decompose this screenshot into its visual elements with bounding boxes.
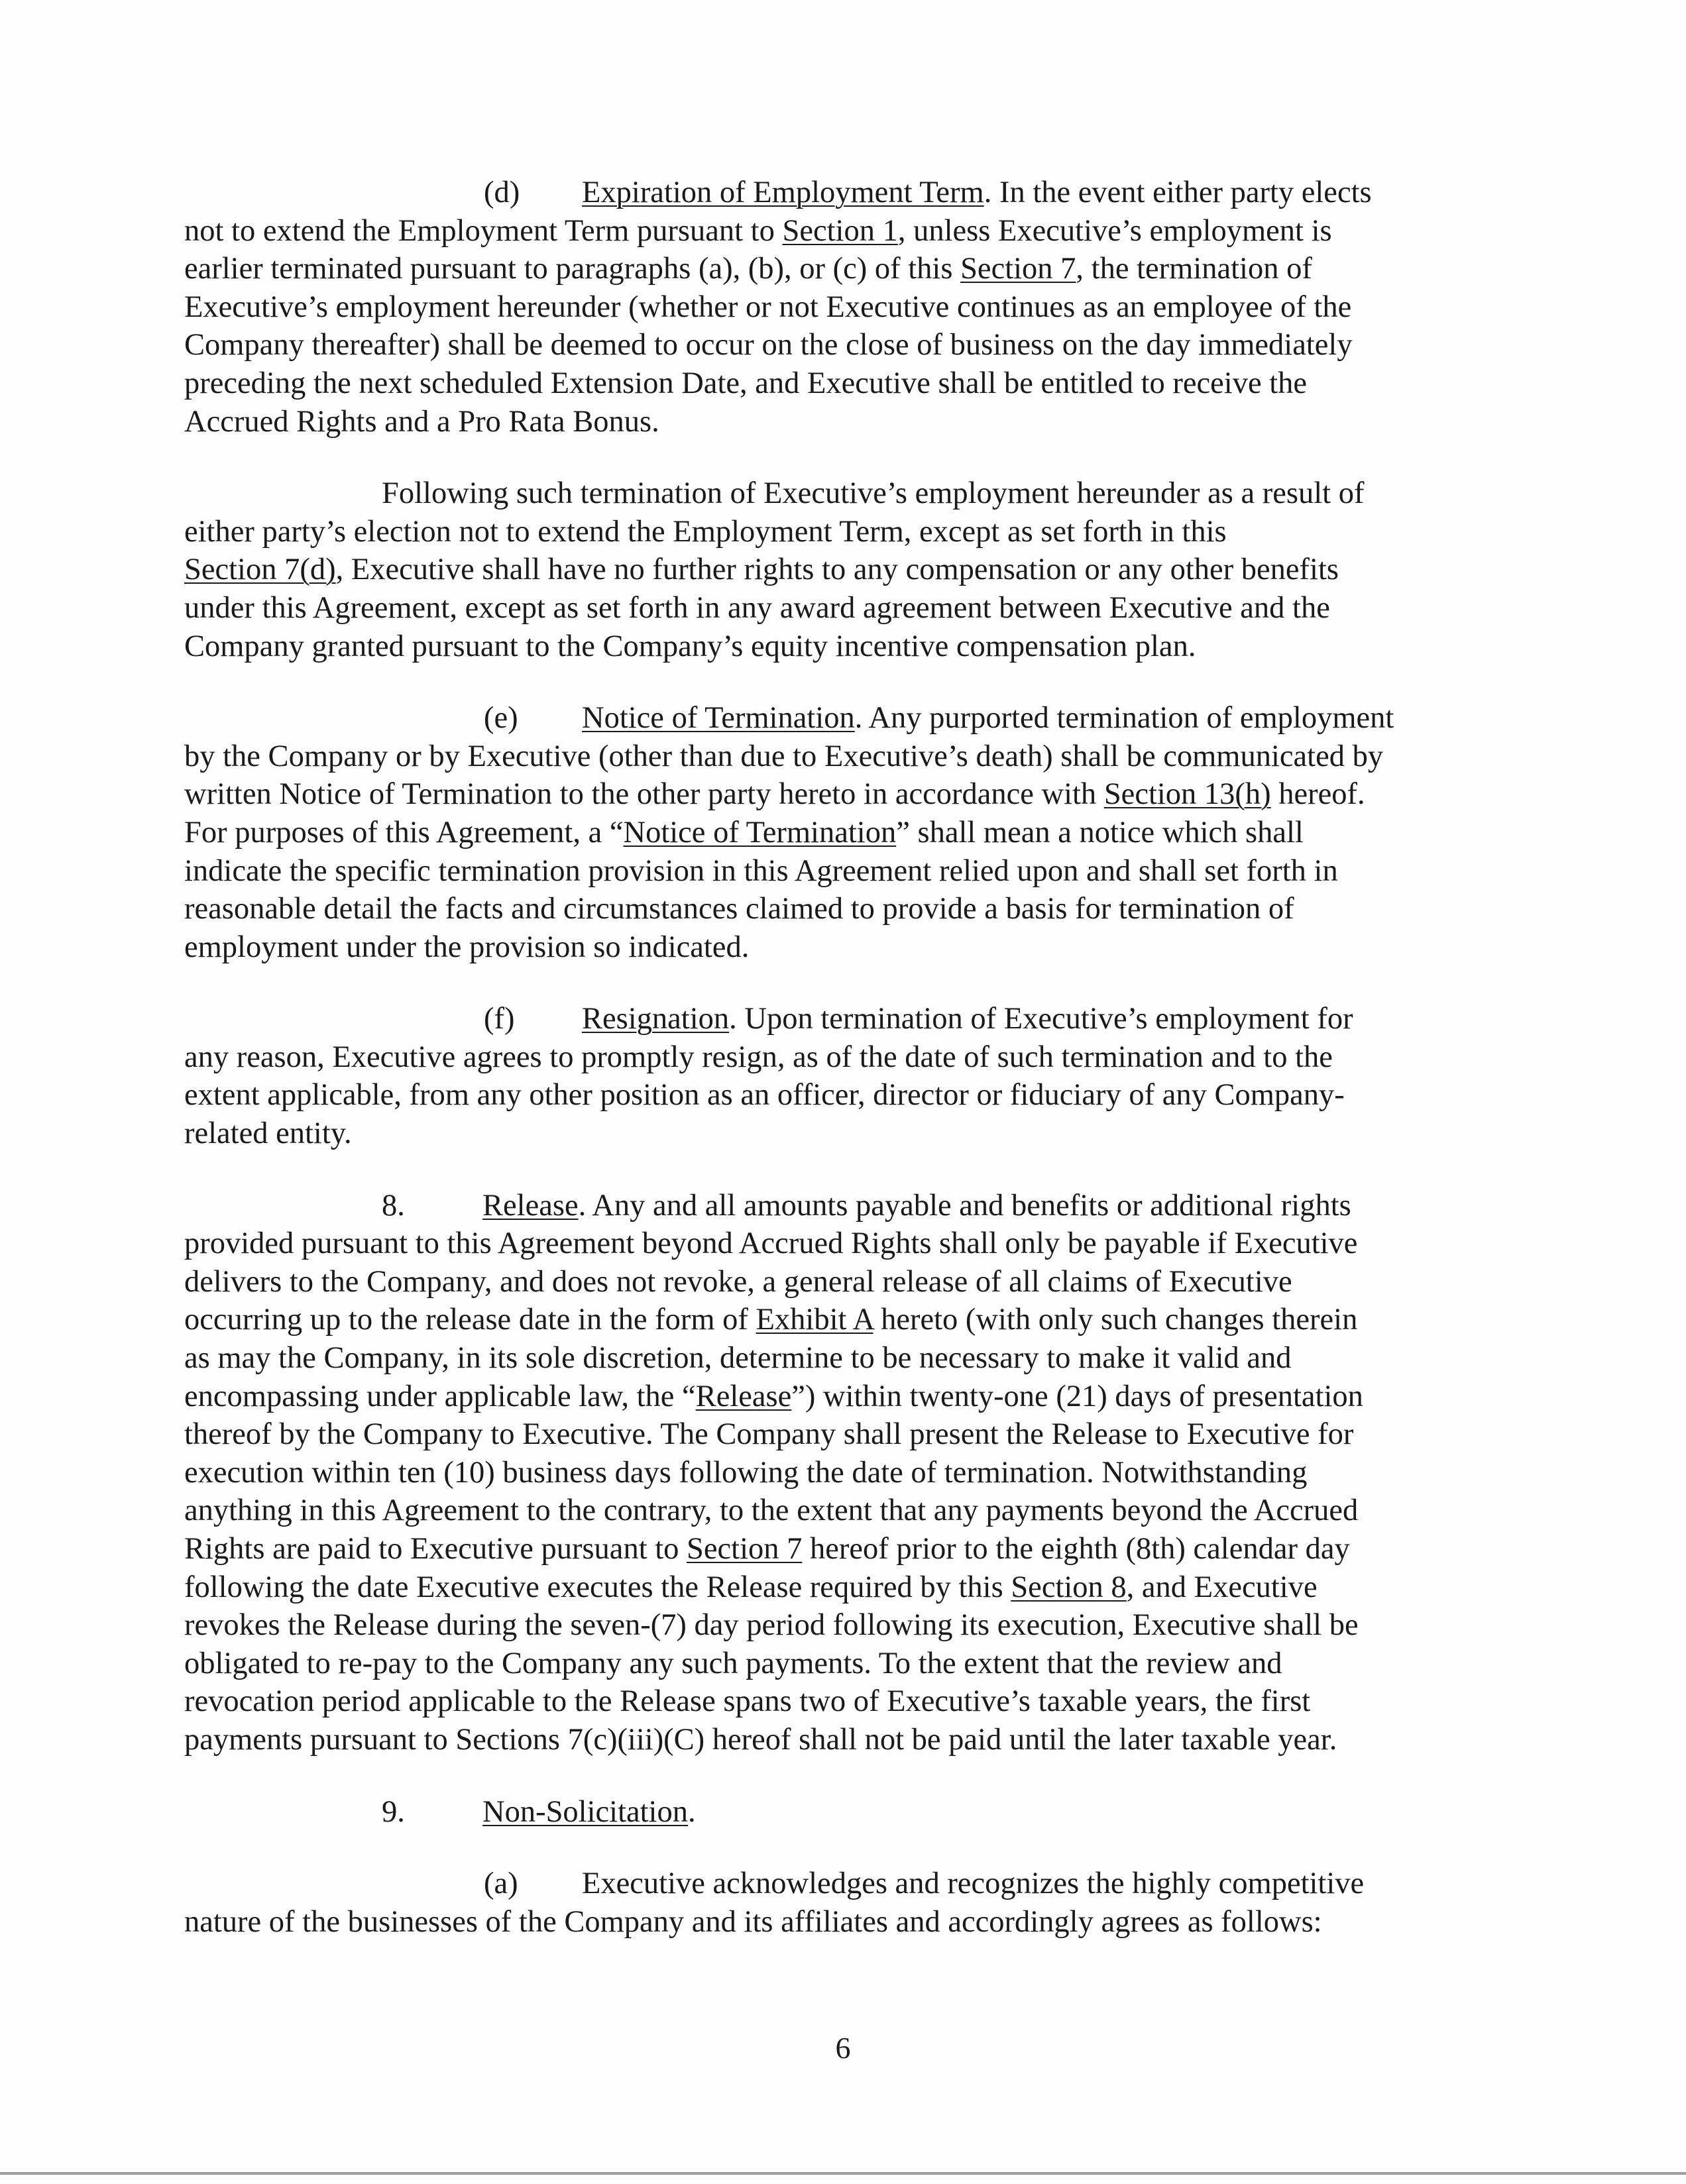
paragraph-e-line-3 [184,775,1503,814]
section-9 [184,1793,1503,1831]
paragraph-e-line-1 [184,699,1503,737]
paragraph-d-label: (d) [484,176,520,209]
paragraph-f-label: (f) [484,1002,515,1036]
text-span: . Any purported termination of employment [854,701,1394,736]
paragraph-e-line-7: employment under the provision so indicated. [184,930,750,964]
section-7d-reference: Section 7(d) [184,553,336,587]
text-span: . [687,1794,696,1829]
section-8-line-2: provided pursuant to this Agreement beyond Accrued Rights shall only be payable if Executive [184,1227,1358,1261]
section-9-number: 9. [382,1794,405,1829]
text-span: occurring up to the release date in the form of [184,1303,756,1337]
release-term: Release [695,1379,792,1413]
section-8-line-14: revocation period applicable to the Release spans two of Executive’s taxable years, the first [184,1684,1311,1719]
paragraph-d-line-6: preceding the next scheduled Extension Date, and Executive shall be entitled to receive the [184,366,1308,400]
section-9-heading: Non-Solicitation [482,1794,688,1829]
section-8-line-15: payments pursuant to Sections 7(c)(iii)(C) hereof shall not be paid until the later taxable year. [184,1722,1337,1757]
section-8-line-3: delivers to the Company, and does not revoke, a general release of all claims of Executive [184,1264,1292,1299]
text-span: , and Executive [1126,1570,1318,1604]
section-8-line-11 [184,1568,1503,1607]
paragraph-d [184,174,1503,441]
text-span: hereof. [1270,777,1365,812]
text-span: For purposes of this Agreement, a “ [184,815,624,849]
paragraph-d-line-1 [184,174,1503,212]
paragraph-f-line-3: extent applicable, from any other position as an officer, director or fiduciary of any Company- [184,1078,1345,1113]
text-span: hereto (with only such changes therein [873,1303,1358,1337]
exhibit-a-reference: Exhibit A [756,1303,873,1337]
text-span: , Executive shall have no further rights to any compensation or any other benefits [335,553,1339,587]
text-span: hereof prior to the eighth (8th) calendar day [802,1532,1350,1566]
text-span: , the termination of [1076,252,1312,286]
paragraph-f-line-2: any reason, Executive agrees to promptly resign, as of the date of such termination and to the [184,1040,1333,1074]
paragraph-e-line-5: indicate the specific termination provision in this Agreement relied upon and shall set forth in [184,853,1338,888]
paragraph-following-line-2: either party’s election not to extend the Employment Term, except as set forth in this [184,514,1227,549]
document-body [184,174,1503,1975]
text-span: ” shall mean a notice which shall [896,815,1304,849]
notice-of-termination-term: Notice of Termination [623,815,897,849]
paragraph-9a-line-2: nature of the businesses of the Company and its affiliates and accordingly agrees as follows: [184,1904,1322,1939]
text-span: ”) within twenty-one (21) days of presentation [791,1379,1363,1413]
paragraph-d-line-4: Executive’s employment hereunder (whether or not Executive continues as an employee of the [184,290,1352,324]
text-span: Rights are paid to Executive pursuant to [184,1532,687,1566]
section-8-line-6 [184,1378,1503,1416]
text-span: , unless Executive’s employment is [897,213,1332,248]
scan-edge-line [0,2172,1686,2175]
paragraph-following [184,474,1503,665]
section-8-heading: Release [482,1188,579,1223]
paragraph-d-heading: Expiration of Employment Term [582,176,984,209]
section-7-reference: Section 7 [687,1532,803,1566]
section-8 [184,1187,1503,1759]
section-8-line-7: thereof by the Company to Executive. The Company shall present the Release to Executive for [184,1417,1354,1452]
paragraph-e [184,699,1503,966]
paragraph-d-line-1-text: . In the event either party elects [984,176,1372,209]
text-span: encompassing under applicable law, the “ [184,1379,696,1413]
section-7-reference: Section 7 [960,252,1076,286]
section-8-line-5: as may the Company, in its sole discretion, determine to be necessary to make it valid and [184,1341,1292,1376]
section-8-line-9: anything in this Agreement to the contrary, to the extent that any payments beyond the Accrued [184,1494,1359,1528]
section-8-line-8: execution within ten (10) business days following the date of termination. Notwithstanding [184,1455,1308,1490]
paragraph-following-line-1: Following such termination of Executive’s employment hereunder as a result of [382,476,1365,511]
paragraph-d-line-7: Accrued Rights and a Pro Rata Bonus. [184,404,659,439]
paragraph-e-heading: Notice of Termination [582,701,855,736]
paragraph-d-line-3 [184,250,1503,288]
section-8-reference: Section 8 [1011,1570,1127,1604]
paragraph-f [184,1000,1503,1152]
text-span: not to extend the Employment Term pursuant to [184,213,783,248]
paragraph-e-line-6: reasonable detail the facts and circumstances claimed to provide a basis for termination of [184,892,1294,926]
section-8-line-12: revokes the Release during the seven-(7) day period following its execution, Executive shall be [184,1608,1359,1643]
text-span: following the date Executive executes the Release required by this [184,1570,1011,1604]
paragraph-d-line-2 [184,212,1503,250]
paragraph-d-line-5: Company thereafter) shall be deemed to occur on the close of business on the day immediately [184,328,1353,362]
section-8-line-1 [184,1187,1503,1225]
paragraph-9a-label: (a) [484,1867,518,1901]
text-span: Executive acknowledges and recognizes the highly competitive [582,1867,1365,1901]
paragraph-9a [184,1865,1503,1941]
section-8-number: 8. [382,1188,405,1223]
paragraph-f-heading: Resignation [582,1002,730,1036]
text-span: . Any and all amounts payable and benefits or additional rights [578,1188,1351,1223]
section-1-reference: Section 1 [782,213,898,248]
section-9-line-1 [184,1793,1503,1831]
section-8-line-4 [184,1301,1503,1339]
paragraph-e-label: (e) [484,701,518,736]
section-8-line-10 [184,1530,1503,1568]
text-span: written Notice of Termination to the other party hereto in accordance with [184,777,1104,812]
paragraph-e-line-2: by the Company or by Executive (other than due to Executive’s death) shall be communicated by [184,739,1384,773]
paragraph-following-line-3 [184,551,1503,589]
paragraph-f-line-4: related entity. [184,1117,352,1151]
paragraph-f-line-1 [184,1000,1503,1038]
section-8-line-13: obligated to re-pay to the Company any such payments. To the extent that the review and [184,1646,1282,1680]
text-span: . Upon termination of Executive’s employment for [729,1002,1353,1036]
paragraph-following-line-5: Company granted pursuant to the Company’s equity incentive compensation plan. [184,629,1196,663]
paragraph-following-line-4: under this Agreement, except as set forth in any award agreement between Executive and the [184,590,1330,625]
page-number: 6 [835,2031,851,2065]
paragraph-9a-line-1 [184,1865,1503,1903]
text-span: earlier terminated pursuant to paragraphs (a), (b), or (c) of this [184,252,961,286]
section-13h-reference: Section 13(h) [1103,777,1271,812]
paragraph-e-line-4 [184,814,1503,852]
